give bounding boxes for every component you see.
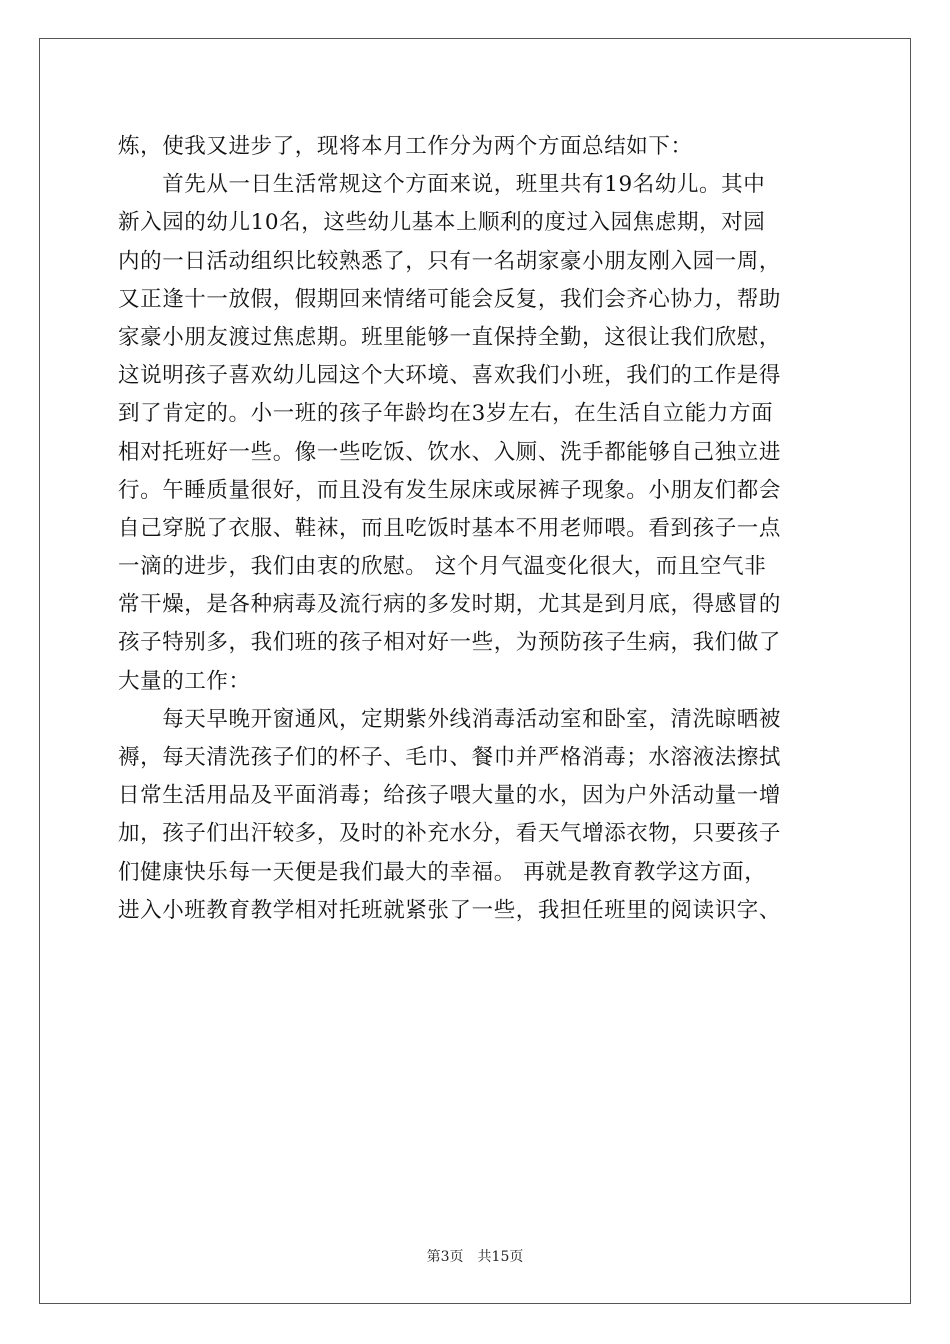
text-line: 新入园的幼儿10名，这些幼儿基本上顺利的度过入园焦虑期，对园 xyxy=(118,210,766,236)
text-line: 每天早晚开窗通风，定期紫外线消毒活动室和卧室，清洗晾晒被 xyxy=(118,706,782,732)
text-line: 这说明孩子喜欢幼儿园这个大环境、喜欢我们小班，我们的工作是得 xyxy=(118,363,782,389)
text-line: 相对托班好一些。像一些吃饭、饮水、入厕、洗手都能够自己独立进 xyxy=(118,439,782,465)
text-line: 大量的工作： xyxy=(118,668,251,694)
text-line: 又正逢十一放假，假期回来情绪可能会反复，我们会齐心协力，帮助 xyxy=(118,286,782,312)
text-line: 到了肯定的。小一班的孩子年龄均在3岁左右，在生活自立能力方面 xyxy=(118,401,774,427)
text-line: 孩子特别多，我们班的孩子相对好一些，为预防孩子生病，我们做了 xyxy=(118,630,782,656)
text-line: 炼，使我又进步了，现将本月工作分为两个方面总结如下： xyxy=(118,134,693,159)
text-line: 行。午睡质量很好，而且没有发生尿床或尿裤子现象。小朋友们都会 xyxy=(118,477,782,503)
text-line: 内的一日活动组织比较熟悉了，只有一名胡家豪小朋友刚入园一周， xyxy=(118,248,782,274)
text-line: 常干燥，是各种病毒及流行病的多发时期，尤其是到月底，得感冒的 xyxy=(118,592,782,618)
page-number-footer: 第3页 共15页 xyxy=(426,1249,524,1265)
text-line: 日常生活用品及平面消毒；给孩子喂大量的水，因为户外活动量一增 xyxy=(118,783,782,809)
text-line: 首先从一日生活常规这个方面来说，班里共有19名幼儿。其中 xyxy=(118,172,766,198)
text-line: 进入小班教育教学相对托班就紧张了一些，我担任班里的阅读识字、 xyxy=(118,897,782,923)
text-line: 一滴的进步，我们由衷的欣慰。 这个月气温变化很大，而且空气非 xyxy=(118,554,767,580)
text-line: 加，孩子们出汗较多，及时的补充水分，看天气增添衣物，只要孩子 xyxy=(118,821,782,847)
text-line: 褥，每天清洗孩子们的杯子、毛巾、餐巾并严格消毒；水溶液法擦拭 xyxy=(118,745,782,770)
text-line: 自己穿脱了衣服、鞋袜，而且吃饭时基本不用老师喂。看到孩子一点 xyxy=(118,515,782,541)
text-line: 们健康快乐每一天便是我们最大的幸福。 再就是教育教学这方面， xyxy=(118,859,767,885)
text-line: 家豪小朋友渡过焦虑期。班里能够一直保持全勤，这很让我们欣慰， xyxy=(118,324,782,350)
document-body xyxy=(118,128,834,930)
